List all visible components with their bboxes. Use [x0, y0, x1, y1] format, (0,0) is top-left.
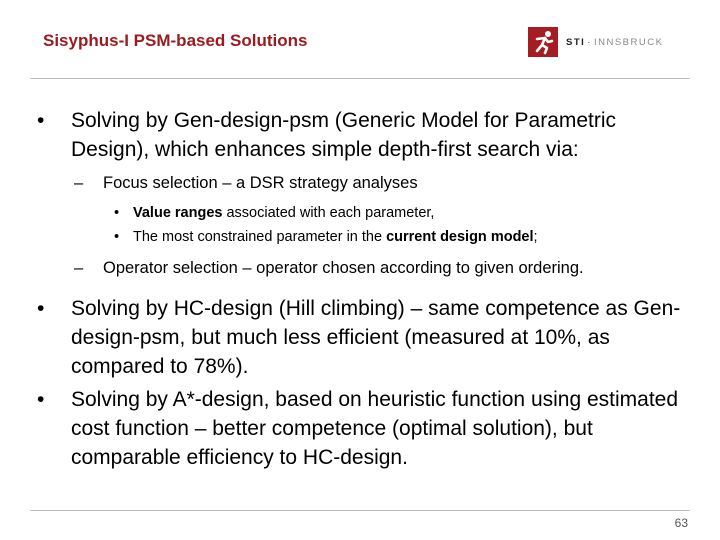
- bullet-icon: •: [37, 109, 45, 132]
- sub-item: [30, 256, 700, 280]
- logo-text: [566, 37, 663, 48]
- bullet-item: [30, 385, 700, 472]
- dash-icon: –: [74, 259, 84, 277]
- logo-brand: STI: [566, 36, 586, 48]
- sub-item: [30, 171, 700, 195]
- slide-title: Sisyphus-I PSM-based Solutions: [43, 31, 308, 50]
- bullet-icon: •: [37, 297, 45, 320]
- sub-sub-item-text-end: ;: [533, 229, 538, 245]
- bullet-item: [30, 106, 700, 164]
- bullet-text: Solving by A*-design, based on heuristic function using estimated cost function – better competence (optimal solution), but comparable efficiency to HC-design.: [71, 388, 679, 469]
- bullet-icon: •: [37, 388, 45, 411]
- emphasis-text: Value ranges: [133, 205, 223, 221]
- footer-divider: [30, 510, 690, 511]
- bullet-text: Solving by HC-design (Hill climbing) – same competence as Gen-design-psm, but much less efficient (measured at 10%, as compared to 78%).: [71, 297, 681, 378]
- page-number: 63: [674, 516, 688, 530]
- bullet-item: [30, 294, 700, 381]
- sti-logo: [528, 26, 663, 58]
- bullet-icon: •: [114, 229, 120, 245]
- header-divider: [30, 78, 690, 79]
- dash-icon: –: [74, 174, 84, 192]
- logo-separator: ·: [587, 36, 592, 48]
- bullet-icon: •: [114, 205, 120, 221]
- emphasis-text: current design model: [386, 229, 534, 245]
- slide-content: [30, 106, 700, 476]
- sub-sub-item-text: The most constrained parameter in the: [133, 229, 387, 245]
- sub-item-text: Focus selection – a DSR strategy analyses: [103, 174, 418, 192]
- logo-city: INNSBRUCK: [593, 36, 664, 48]
- sub-sub-item-text: associated with each parameter,: [222, 205, 435, 221]
- running-figure-icon: [528, 27, 558, 57]
- sub-item-text: Operator selection – operator chosen according to given ordering.: [103, 259, 584, 277]
- sub-sub-item: [30, 225, 700, 249]
- bullet-text: Solving by Gen-design-psm (Generic Model for Parametric Design), which enhances simple depth-first search via:: [71, 109, 617, 161]
- sub-sub-item: [30, 201, 700, 225]
